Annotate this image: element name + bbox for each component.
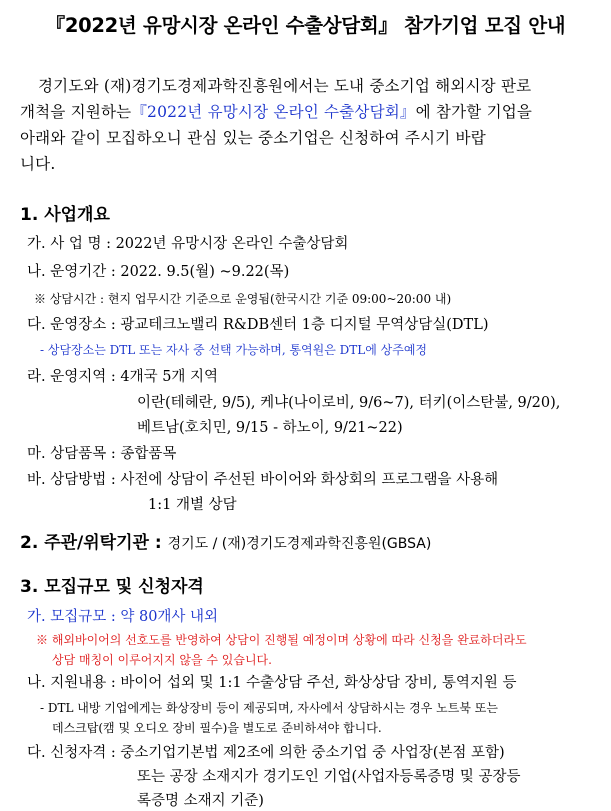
method-line-2: 1:1 개별 상담 — [148, 497, 237, 513]
item-da-venue: 다. 운영장소 : 광교테크노밸리 R&DB센터 1층 디지털 무역상담실(DTL) — [27, 317, 489, 333]
item-da-eligibility: 다. 신청자격 : 중소기업기본법 제2조에 의한 중소기업 중 사업장(본점 포함) — [27, 745, 505, 761]
organizer-value: 경기도 / (재)경기도경제과학진흥원(GBSA) — [167, 536, 432, 552]
note-venue: - 상담장소는 DTL 또는 자사 중 선택 가능하며, 통역원은 DTL에 상주예정 — [40, 343, 428, 357]
section-1-heading: 1. 사업개요 — [20, 205, 110, 225]
regions-line-2: 이란(테헤란, 9/5), 케냐(나이로비, 9/6~7), 터키(이스탄불, 9/20), — [137, 395, 561, 411]
eligibility-line-3: 록증명 소재지 기준) — [137, 793, 264, 809]
regions-line-3: 베트남(호치민, 9/15 - 하노이, 9/21~22) — [137, 420, 403, 436]
intro-line-1: 경기도와 (재)경기도경제과학진흥원에서는 도내 중소기업 해외시장 판로 — [38, 77, 532, 95]
note-matching-1: ※ 해외바이어의 선호도를 반영하여 상담이 진행될 예정이며 상황에 따라 신청을 완료하더라도 — [36, 633, 527, 647]
section-3-heading: 3. 모집규모 및 신청자격 — [20, 577, 204, 597]
section-2-heading: 2. 주관/위탁기관 : 경기도 / (재)경기도경제과학진흥원(GBSA) — [20, 533, 432, 553]
item-ba-method: 바. 상담방법 : 사전에 상담이 주선된 바이어와 화상회의 프로그램을 사용해 — [27, 472, 499, 488]
intro-line-4: 니다. — [20, 155, 56, 173]
eligibility-line-2: 또는 공장 소재지가 경기도인 기업(사업자등록증명 및 공장등 — [137, 769, 521, 785]
note-matching-2: 상담 매칭이 이루어지지 않을 수 있습니다. — [52, 653, 272, 667]
note-equipment-1: - DTL 내방 기업에게는 화상장비 등이 제공되며, 자사에서 상담하시는 경우 노트북 또는 — [40, 701, 498, 715]
item-ra-regions: 라. 운영지역 : 4개국 5개 지역 — [27, 369, 219, 385]
intro-line-2: 개척을 지원하는『2022년 유망시장 온라인 수출상담회』에 참가할 기업을 — [20, 103, 533, 121]
note-hours: ※ 상담시간 : 현지 업무시간 기준으로 운영됨(한국시간 기준 09:00~20:00 내) — [34, 292, 452, 306]
item-na-period: 나. 운영기간 : 2022. 9.5(월) ~9.22(목) — [27, 264, 290, 280]
item-ma-products: 마. 상담품목 : 종합품목 — [27, 446, 177, 462]
intro-line-3: 아래와 같이 모집하오니 관심 있는 중소기업은 신청하여 주시기 바랍 — [20, 129, 486, 147]
page-title: 『2022년 유망시장 온라인 수출상담회』 참가기업 모집 안내 — [45, 14, 566, 37]
event-name-highlight: 『2022년 유망시장 온라인 수출상담회』 — [131, 103, 416, 121]
item-na-support: 나. 지원내용 : 바이어 섭외 및 1:1 수출상담 주선, 화상상담 장비, 통역지원 등 — [27, 675, 517, 691]
item-ga-business-name: 가. 사 업 명 : 2022년 유망시장 온라인 수출상담회 — [27, 236, 349, 252]
note-equipment-2: 데스크탑(캠 및 오디오 장비 필수)을 별도로 준비하셔야 합니다. — [52, 721, 382, 735]
item-ga-recruit-size: 가. 모집규모 : 약 80개사 내외 — [27, 609, 219, 625]
